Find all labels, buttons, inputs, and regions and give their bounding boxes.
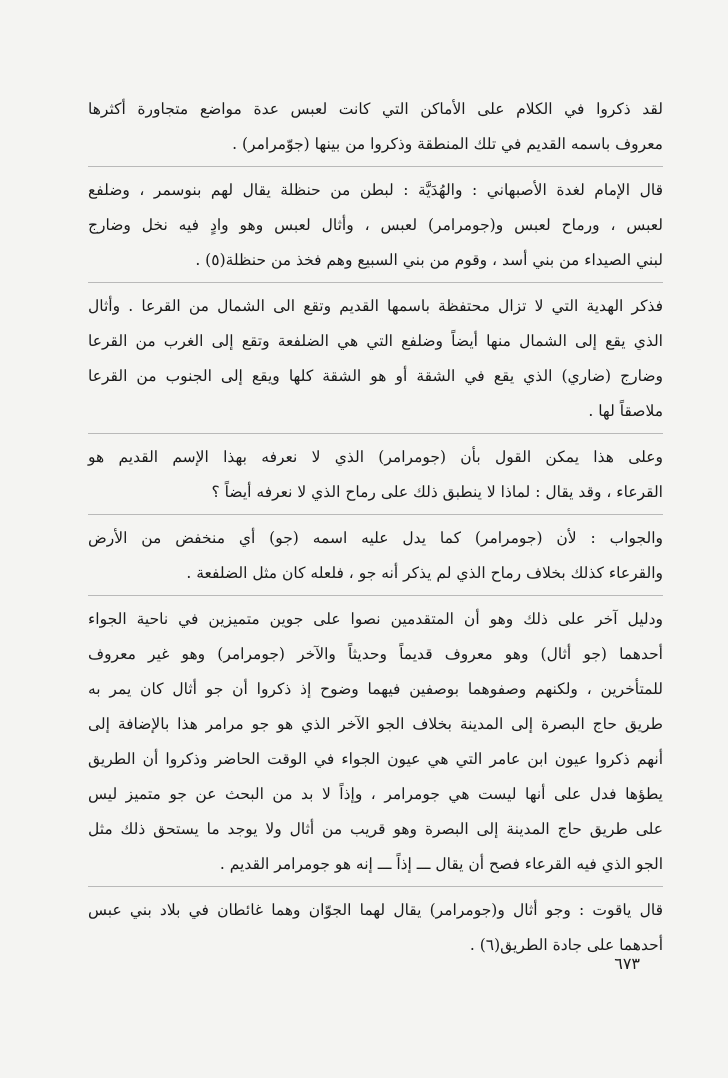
text-line: لعبس ، ورماح لعبس و(جومرامر) لعبس ، وأثال لعبس وهو وادٍ فيه نخل وضارج [88,216,663,234]
paragraph-divider [88,166,663,167]
page-number: ٦٧٣ [614,954,640,973]
text-line: القرعاء ، وقد يقال : لماذا لا ينطبق ذلك على رماح الذي لا نعرفه أيضاً ؟ [211,483,663,501]
text-line: وضارج (ضاري) الذي يقع في الشقة أو هو الشقة كلها ويقع إلى الجنوب من القرعا [88,367,663,385]
text-line: والقرعاء كذلك بخلاف رماح الذي لم يذكر أنه جو ، فلعله كان مثل الضلفعة . [186,564,663,582]
text-line: معروف باسمه القديم في تلك المنطقة وذكروا من بينها (جوّمرامر) . [232,135,663,153]
paragraph-3 [88,289,663,429]
text-line: أنهم ذكروا عيون ابن عامر التي هي عيون الجواء في الوقت الحاضر وذكروا أن الطريق [88,750,663,768]
paragraph-divider [88,282,663,283]
text-line: لبني الصيداء من بني أسد ، وقوم من بني السبيع وهم فخذ من حنظلة(٥) . [195,251,663,269]
paragraph-7 [88,893,663,963]
paragraph-6 [88,602,663,882]
text-line: الذي يقع إلى الشمال منها أيضاً وضلفع التي هي الضلفعة وتقع إلى الغرب من القرعا [88,332,663,350]
text-line: قال ياقوت : وجو أثال و(جومرامر) يقال لهما الجوّان وهما غائطان في بلاد بني عبس [88,901,663,919]
paragraph-1 [88,92,663,162]
page-body [88,92,663,963]
text-line: وعلى هذا يمكن القول بأن (جومرامر) الذي لا نعرفه بهذا الإسم القديم هو [88,448,663,466]
text-line: والجواب : لأن (جومرامر) كما يدل عليه اسمه (جو) أي منخفض من الأرض [88,529,663,547]
paragraph-divider [88,595,663,596]
text-line: ودليل آخر على ذلك وهو أن المتقدمين نصوا على جوين متميزين في ناحية الجواء [88,610,663,628]
paragraph-5 [88,521,663,591]
paragraph-divider [88,433,663,434]
text-line: أحدهما (جو أثال) وهو معروف قديماً وحديثاً والآخر (جومرامر) وهو غير معروف [88,645,663,663]
text-line: للمتأخرين ، ولكنهم وصفوهما بوصفين فيهما وضوح إذ ذكروا أن جو أثال كان يمر به [88,680,663,698]
text-line: ملاصقاً لها . [588,402,663,420]
text-line: الجو الذي فيه القرعاء فصح أن يقال ـــ إذاً ـــ إنه هو جومرامر القديم . [219,855,663,873]
text-line: يطؤها فدل على أنها ليست هي جومرامر ، وإذاً لا بد من البحث عن جو متميز ليس [88,785,663,803]
text-line: طريق حاج البصرة إلى المدينة بخلاف الجو الآخر الذي هو جو مرامر هذا بالإضافة إلى [88,715,663,733]
paragraph-divider [88,514,663,515]
paragraph-4 [88,440,663,510]
paragraph-divider [88,886,663,887]
paragraph-2 [88,173,663,278]
text-line: لقد ذكروا في الكلام على الأماكن التي كانت لعبس عدة مواضع متجاورة أكثرها [88,100,663,118]
text-line: قال الإمام لغدة الأصبهاني : والهُدَيَّة : لبطن من حنظلة يقال لهم بنوسمر ، وضلفع [88,181,663,199]
text-line: على طريق حاج المدينة إلى البصرة وهو قريب من أثال ولا يوجد ما يستحق ذلك مثل [88,820,663,838]
text-line: أحدهما على جادة الطريق(٦) . [469,936,663,954]
text-line: فذكر الهدية التي لا تزال محتفظة باسمها القديم وتقع الى الشمال من القرعا . وأثال [88,297,663,315]
